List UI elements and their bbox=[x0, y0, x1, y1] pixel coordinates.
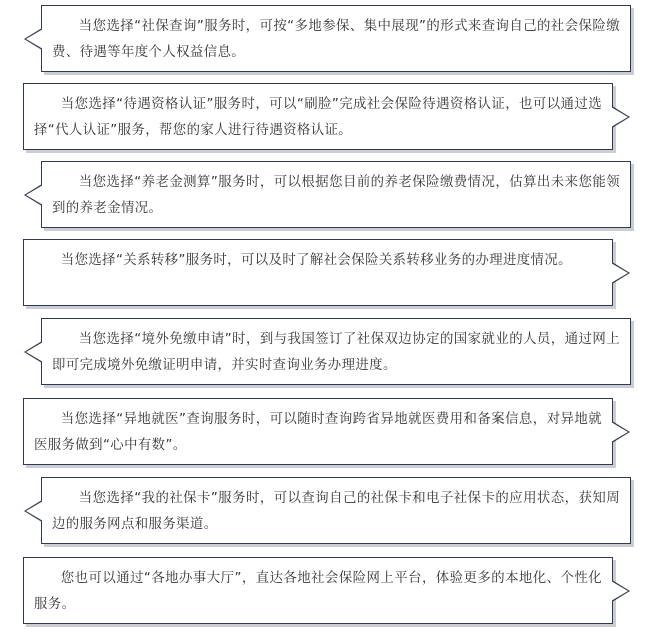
bubble-text: 您也可以通过“各地办事大厅”，直达各地社会保险网上平台，体验更多的本地化、个性化服务。 bbox=[34, 571, 602, 612]
speech-bubble-overseas-exemption bbox=[41, 318, 631, 385]
speech-bubble-local-service-hall bbox=[23, 557, 613, 624]
speech-bubble-remote-medical bbox=[23, 398, 613, 465]
bubble-text: 当您选择“社保查询”服务时，可按“多地参保、集中展现”的形式来查询自己的社会保险缴费、待遇等年度个人权益信息。 bbox=[52, 19, 620, 60]
bubble-text: 当您选择“养老金测算”服务时，可以根据您目前的养老保险缴费情况，估算出未来您能领到的养老金情况。 bbox=[52, 175, 620, 216]
bubble-text: 当您选择“关系转移”服务时，可以及时了解社会保险关系转移业务的办理进度情况。 bbox=[60, 253, 572, 268]
bubble-text: 当您选择“待遇资格认证”服务时，可以“刷脸”完成社会保险待遇资格认证，也可以通过选择“代人认证”服务，帮您的家人进行待遇资格认证。 bbox=[34, 97, 602, 138]
bubble-text: 当您选择“异地就医”查询服务时，可以随时查询跨省异地就医费用和备案信息，对异地就医服务做到“心中有数”。 bbox=[34, 412, 602, 453]
speech-bubble-relationship-transfer bbox=[23, 239, 613, 306]
speech-bubble-social-security-query bbox=[41, 5, 631, 72]
speech-bubble-benefit-qualification bbox=[23, 83, 613, 150]
bubble-text: 当您选择“我的社保卡”服务时，可以查询自己的社保卡和电子社保卡的应用状态，获知周边的服务网点和服务渠道。 bbox=[52, 491, 620, 532]
speech-bubble-pension-calculation bbox=[41, 161, 631, 228]
bubble-text: 当您选择“境外免缴申请”时，到与我国签订了社保双边协定的国家就业的人员，通过网上即可完成境外免缴证明申请，并实时查询业务办理进度。 bbox=[52, 332, 620, 373]
speech-bubble-my-social-security-card bbox=[41, 477, 631, 544]
